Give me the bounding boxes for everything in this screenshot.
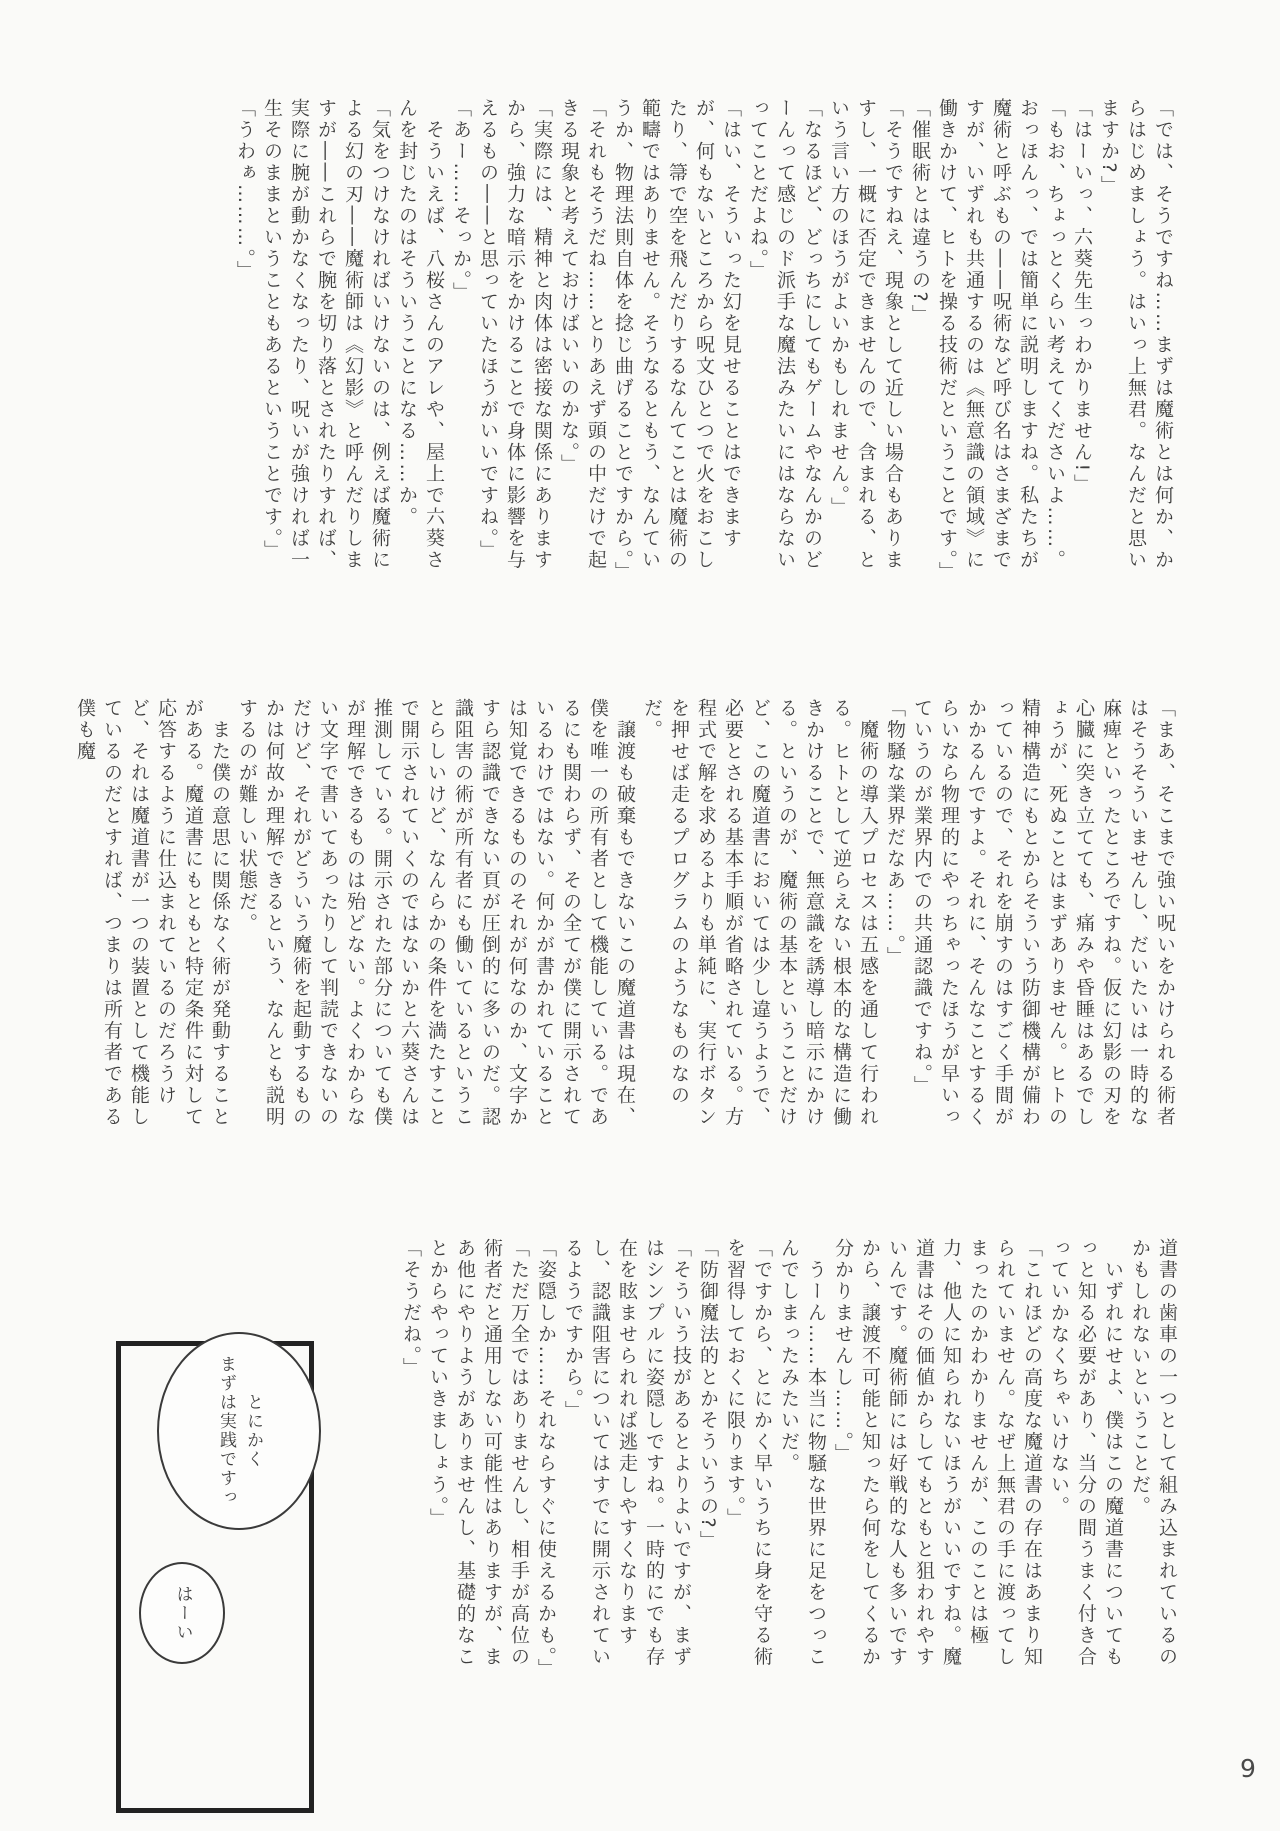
paragraph: とにかく <box>243 1393 263 1469</box>
paragraph: 「防御魔法的とかそういうの?」 <box>697 1238 719 1552</box>
paragraph: 「はい、そういった幻を見せることはできますが、何もないところから呪文ひとつで火をおこしたり、箒で空を飛んだりするなんてことは魔術の範疇ではありません。そうなるともう、なんていうか、物理法則自体を捻じ曲げることですから。」 <box>612 98 742 583</box>
paragraph: 「そうだね。」 <box>400 1238 422 1379</box>
paragraph: 「ですから、とにかく早いうちに身を守る術を習得しておくに限ります。」 <box>724 1238 773 1668</box>
paragraph: 「では、そうですね……まずは魔術とは何か、からはじめましょう。はいっ上無君。なんだと思いますか?」 <box>1098 98 1174 571</box>
paragraph: 「そういう技があるとよりよいですが、まずはシンプルに姿隠しですね。一時的にでも存在を眩ませられれば逃走しやすくなりますし、認識阻害についてはすでに開示されているようですから。」 <box>562 1238 692 1668</box>
paragraph: 「ただ万全ではありませんし、相手が高位の術者だと通用しない可能性はありますが、まあ他にやりようがありませんし、基礎的なことからやっていきましょう。」 <box>427 1238 530 1668</box>
page-number: 9 <box>1240 1754 1256 1783</box>
speech-bubble-small-text <box>169 1585 196 1642</box>
paragraph: 「これほどの高度な魔道書の存在はあまり知られていません。なぜ上無君の手に渡ってしまったのかわかりませんが、このことは極力、他人に知られないほうがいいですね。魔道書はその価値からしてもともと狙われやすいんです。魔術師には好戦的な人も多いですから、譲渡不可能と知ったら何をしてくるか分かりませんし……。」 <box>832 1238 1043 1668</box>
paragraph: 「物騒な業界だなあ……。」 <box>884 698 906 968</box>
paragraph: 「なるほど、どっちにしてもゲームやなんかのどーんって感じのド派手な魔法みたいにはならないってことだよね。」 <box>747 98 823 571</box>
paragraph: 「うわぁ………。」 <box>234 98 256 282</box>
paragraph: 道書の歯車の一つとして組み込まれているのかもしれないということだ。 <box>1129 1238 1178 1668</box>
speech-bubble-large <box>157 1332 321 1530</box>
paragraph: まずは実践ですっ <box>216 1355 236 1507</box>
paragraph: そういえば、八桜さんのアレや、屋上で六葵さんを封じたのはそういうことになる……か。 <box>396 98 445 571</box>
paragraph: 「あー……そっか。」 <box>450 98 472 304</box>
paragraph: 「実際には、精神と肉体は密接な関係にありますから、強力な暗示をかけることで身体に影響を与えるもの――と思っていたほうがいいですね。」 <box>477 98 553 571</box>
text-block-middle <box>71 698 1178 1140</box>
paragraph: 譲渡も破棄もできないこの魔道書は現在、僕を唯一の所有者として機能している。であるにも関わらず、その全てが僕に開示されているわけではない。何かが書かれていることは知覚できるもののそれが何なのか、文字かすら認識できない頁が圧倒的に多いのだ。認識阻害の術が所有者にも働いているということらしいけど、なんらかの条件を満たすことで開示されていくのではないかと六葵さんは推測している。開示された部分についても僕が理解できるものは殆どない。よくわからない文字で書いてあったりして判読できないのだけど、それがどういう魔術を起動するものかは何故か理解できるという、なんとも説明するのが難しい状態だ。 <box>236 698 636 1128</box>
paragraph: 魔術の導入プロセスは五感を通して行われる。ヒトとして逆らえない根本的な構造に働きかけることで、無意識を誘導し暗示にかける。というのが、魔術の基本ということだけど、この魔道書においては少し違うようで、必要とされる基本手順が省略されている。方程式で解を求めるよりも単純に、実行ボタンを押せば走るプログラムのようなものなのだ。 <box>641 698 879 1128</box>
paragraph: 「気をつけなければいけないのは、例えば魔術による幻の刃――魔術師は《幻影》と呼んだりしますが――これらで腕を切り落とされたりすれば、実際に腕が動かなくなったり、呪いが強ければ一生そのままということもあるということです。」 <box>261 98 391 571</box>
paragraph: 「姿隠しか……それならすぐに使えるかも。」 <box>535 1238 557 1680</box>
paragraph: 「それもそうだね……とりあえず頭の中だけで起きる現象と考えておけばいいのかな。」 <box>558 98 607 571</box>
paragraph: 「催眠術とは違うの?」 <box>909 98 931 326</box>
speech-bubble-large-text <box>212 1355 266 1507</box>
text-block-top <box>231 98 1176 583</box>
paragraph: うーん……本当に物騒な世界に足をつっこんでしまったみたいだ。 <box>778 1238 827 1668</box>
paragraph: 「はーいっ、六葵先生っわかりません!」 <box>1071 98 1093 496</box>
paragraph: はーい <box>172 1584 193 1642</box>
paragraph: 「もお、ちょっとくらい考えてくださいよ……。おっほんっ、では簡単に説明しますね。私たちが魔術と呼ぶもの――呪術など呼び名はさまざまですが、いずれも共通するのは《無意識の領域》に働きかけて、ヒトを操る技術だということです。」 <box>936 98 1066 583</box>
paragraph: 「そうですねえ、現象として近しい場合もありますし、一概に否定できませんので、含まれる、という言い方のほうがよいかもしれません。」 <box>828 98 904 571</box>
text-block-bottom <box>397 1238 1180 1680</box>
paragraph: また僕の意思に関係なく術が発動することがある。魔道書にもともと特定条件に対して応答するように仕込まれているのだろうけど、それは魔道書が一つの装置として機能しているのだとすれば、つまりは所有者である僕も魔 <box>74 698 231 1128</box>
paragraph: いずれにせよ、僕はこの魔道書についてもっと知る必要があり、当分の間うまく付き合っていかなくちゃいけない。 <box>1048 1238 1124 1668</box>
speech-bubble-small <box>139 1562 225 1664</box>
paragraph: 「まあ、そこまで強い呪いをかけられる術者はそうそういませんし、だいたいは一時的な麻痺といったところですね。仮に幻影の刃を心臓に突き立てても、痛みや昏睡はあるでしょうが、死ぬことはまずありません。ヒトの精神構造にもとからそういう防御機構が備わっているので、それを崩すのはすごく手間がかかるんですよ。それに、そんなことするくらいなら物理的にやっちゃったほうが早いっていうのが業界内での共通認識ですね。」 <box>911 698 1176 1128</box>
